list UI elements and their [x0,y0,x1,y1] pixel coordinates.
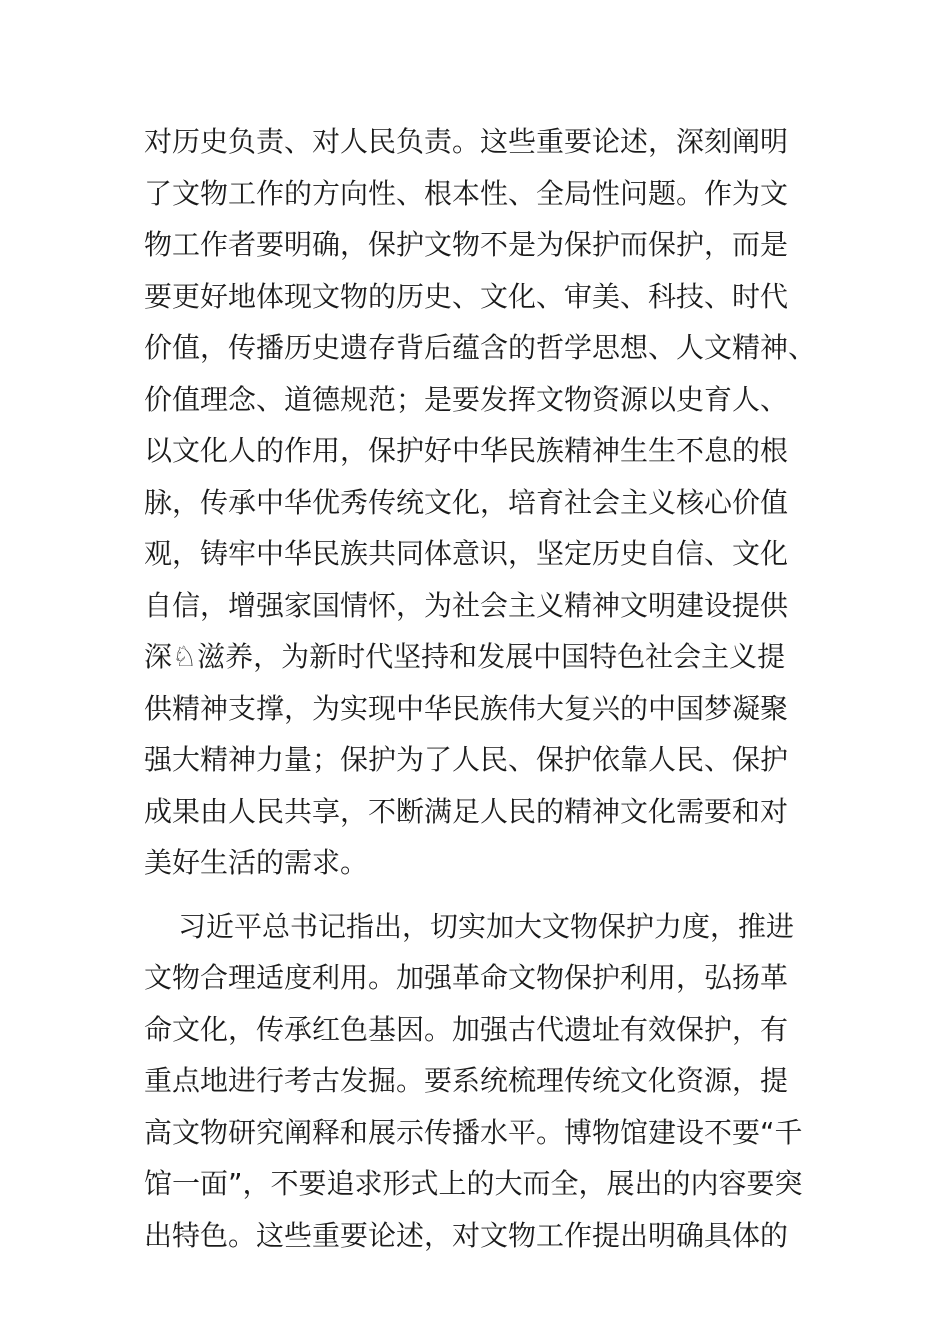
text-line: 重点地进行考古发掘。要系统梳理传统文化资源，提 [144,1064,789,1097]
text-line: 价值理念、道德规范；是要发挥文物资源以史育人、 [144,382,789,416]
text-line: 脉，传承中华优秀传统文化，培育社会主义核心价值 [144,485,789,519]
text-line: 要更好地体现文物的历史、文化、审美、科技、时代 [144,279,789,313]
text-line: 自信，增强家国情怀，为社会主义精神文明建设提供 [144,588,789,622]
paragraph-2 [144,901,808,1262]
text-line: 美好生活的需求。 [144,846,369,879]
text-line: 馆一面”，不要追求形式上的大而全，展出的内容要突 [144,1167,803,1200]
text-line: 出特色。这些重要论述，对文物工作提出明确具体的 [144,1218,789,1252]
text-line: 价值，传播历史遗存背后蕴含的哲学思想、人文精神、 [144,331,817,364]
text-line: 物工作者要明确，保护文物不是为保护而保护，而是 [144,228,789,261]
text-line: 以文化人的作用，保护好中华民族精神生生不息的根 [144,434,789,467]
text-line: 强大精神力量；保护为了人民、保护依靠人民、保护 [144,743,789,776]
text-line: 文物合理适度利用。加强革命文物保护利用，弘扬革 [144,961,789,994]
text-line: 了文物工作的方向性、根本性、全局性问题。作为文 [144,176,789,210]
text-line: 习近平总书记指出，切实加大文物保护力度，推进 [178,909,795,943]
text-line: 成果由人民共享，不断满足人民的精神文化需要和对 [144,794,789,828]
text-line: 深♘滋养，为新时代坚持和发展中国特色社会主义提 [144,640,786,673]
text-line: 命文化，传承红色基因。加强古代遗址有效保护，有 [144,1012,789,1046]
text-line: 高文物研究阐释和展示传播水平。博物馆建设不要“千 [144,1115,803,1149]
text-line: 观，铸牢中华民族共同体意识，坚定历史自信、文化 [144,537,789,570]
text-line: 对历史负责、对人民负责。这些重要论述，深刻阐明 [144,125,789,158]
paragraph-1 [144,116,817,889]
text-line: 供精神支撑，为实现中华民族伟大复兴的中国梦凝聚 [144,691,789,725]
body-text [144,116,817,1261]
paragraph-spacer [144,889,808,901]
